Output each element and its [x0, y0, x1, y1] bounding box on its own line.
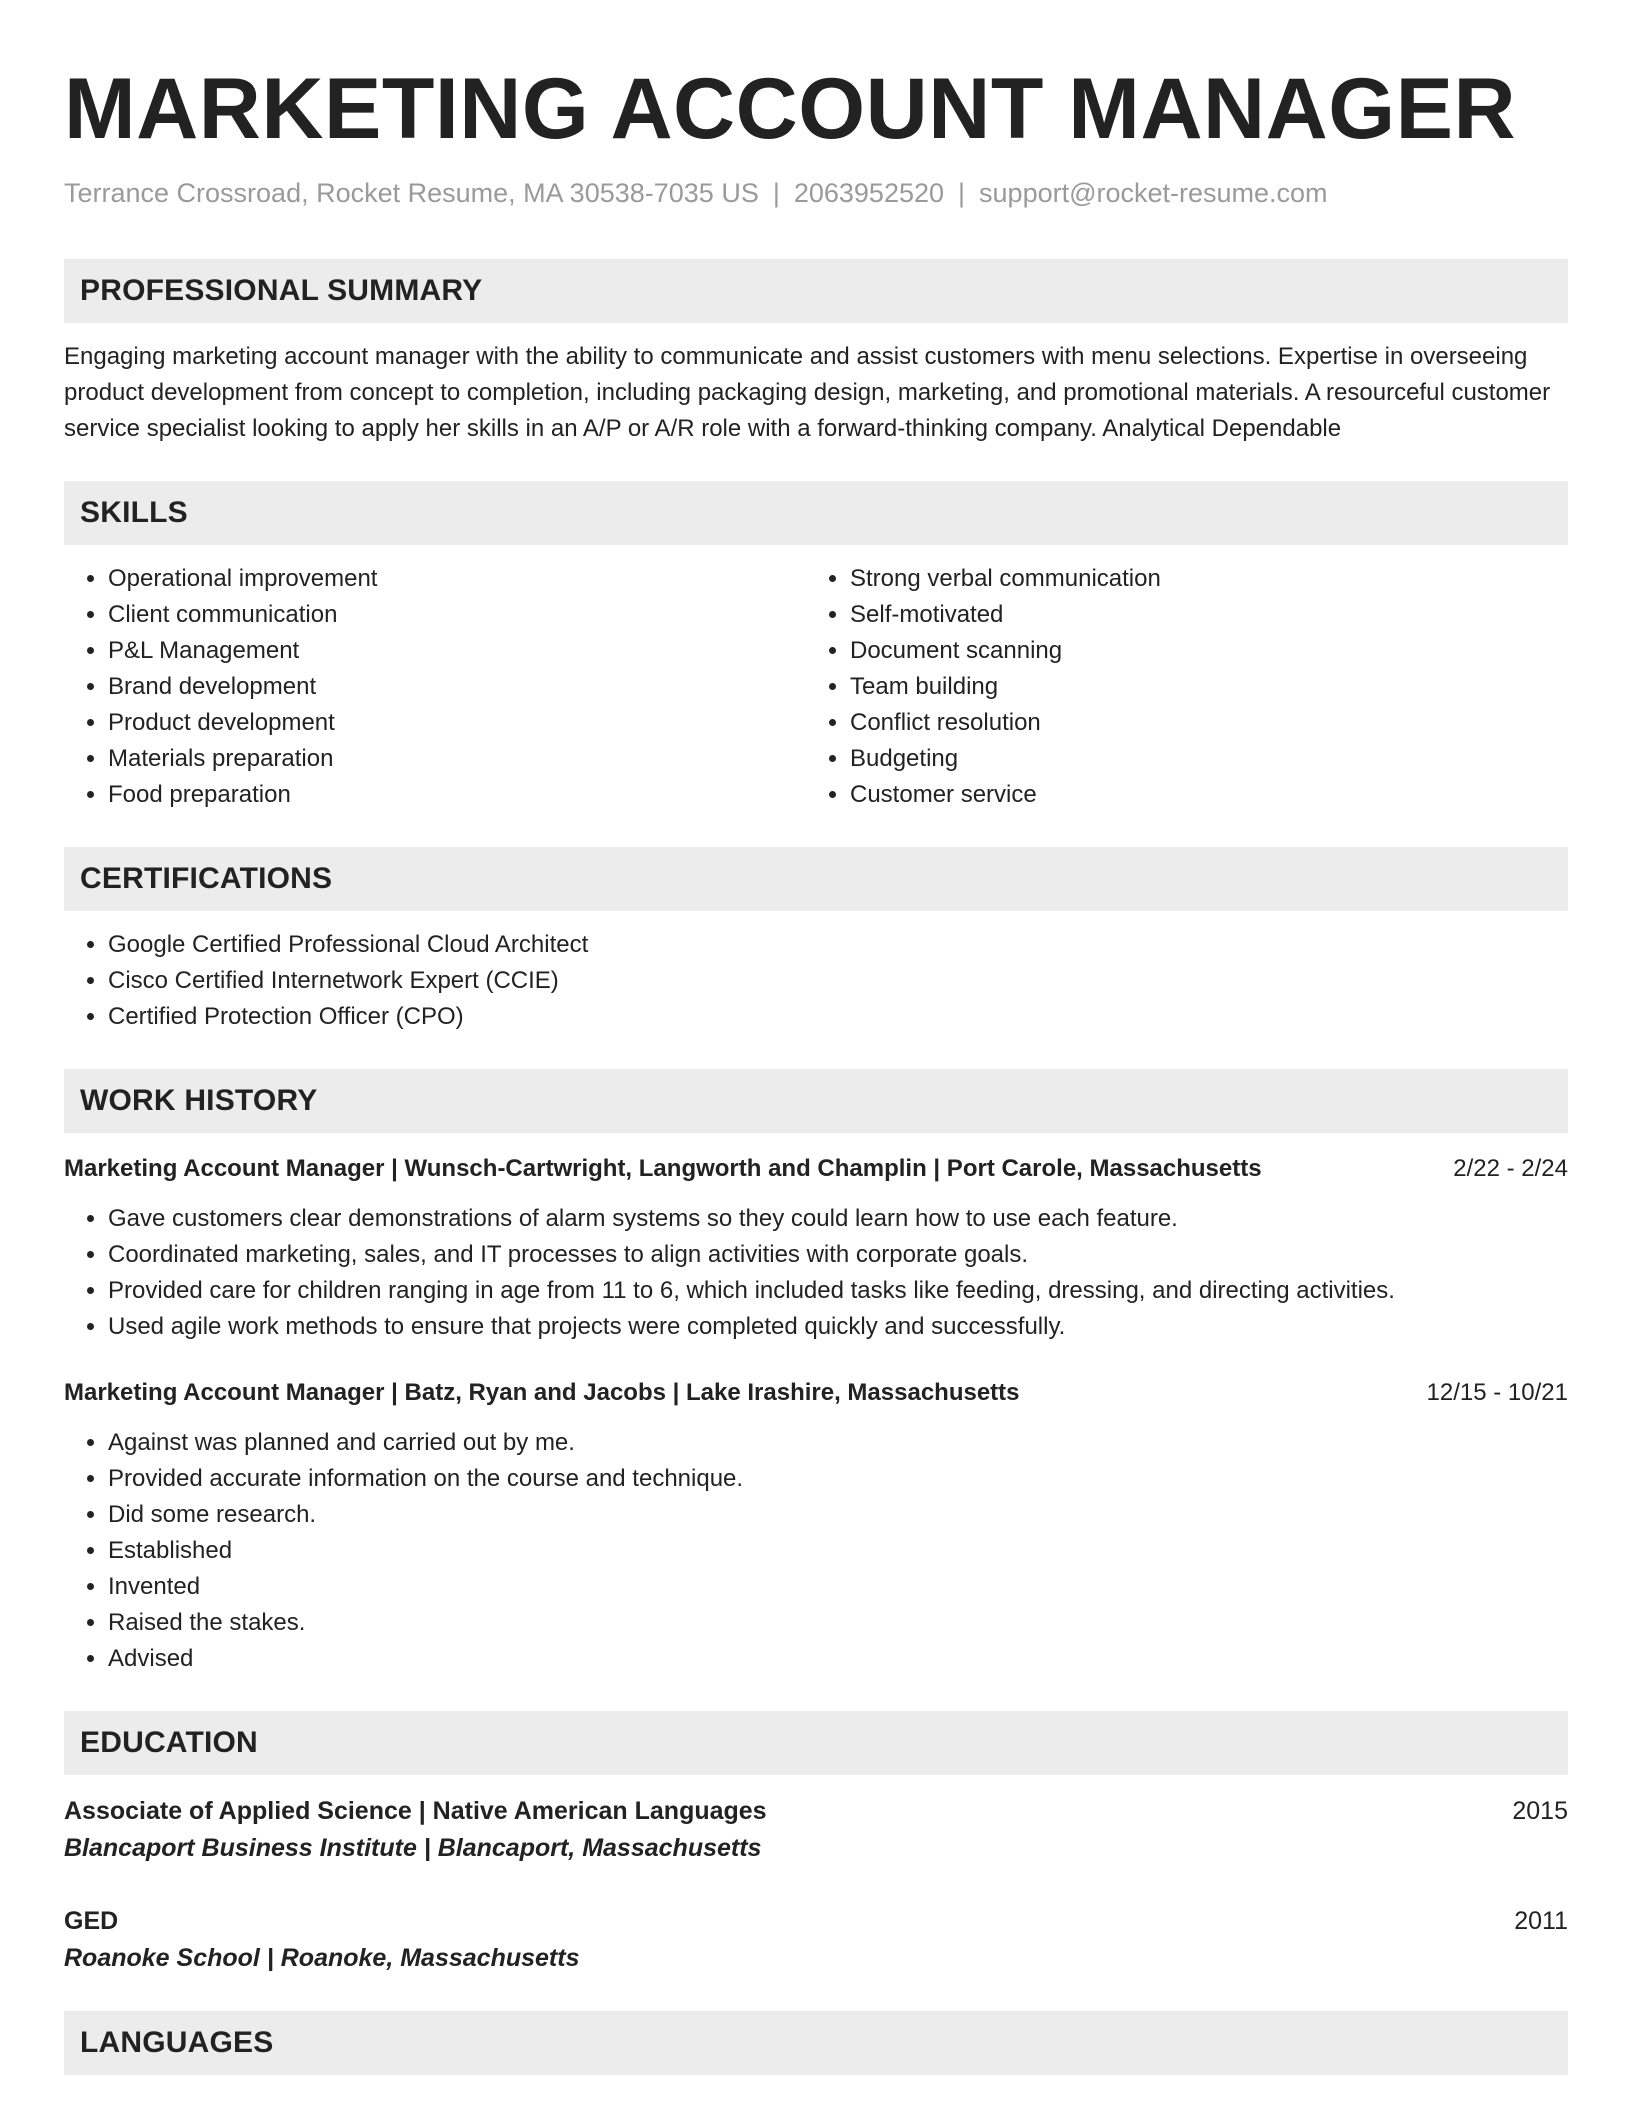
skill-item: • Product development — [108, 705, 806, 741]
education-entry — [64, 1903, 1568, 1977]
education-year: 2011 — [1514, 1907, 1568, 1935]
summary-text: Engaging marketing account manager with the ability to communicate and assist customers with menu selections. Expertise in overseeing product development from concept to completion, including packaging design, marketing, and promotional materials. A resourceful customer service specialist looking to apply her skills in an A/P or A/R role with a forward-thinking company. Analytical Dependable — [64, 343, 1551, 442]
education-entry — [64, 1793, 1568, 1867]
contact-phone: 2063952520 — [793, 178, 945, 208]
skill-item: • P&L Management — [108, 633, 806, 669]
job-dates: 2/22 - 2/24 — [1453, 1155, 1568, 1182]
job-bullet: • Provided accurate information on the course and technique. — [108, 1461, 1568, 1497]
skill-item: • Conflict resolution — [850, 705, 1548, 741]
education-year: 2015 — [1512, 1797, 1568, 1825]
skills-list — [64, 561, 1568, 813]
section-header-education: EDUCATION — [64, 1711, 1568, 1775]
job-bullet: • Raised the stakes. — [108, 1605, 1568, 1641]
education-list — [64, 1793, 1568, 1977]
skill-item: • Operational improvement — [108, 561, 806, 597]
job-bullet: • Coordinated marketing, sales, and IT processes to align activities with corporate goals. — [108, 1237, 1568, 1273]
contact-address: Terrance Crossroad, Rocket Resume, MA 30538-7035 US — [64, 178, 759, 208]
work-history-list — [64, 1151, 1568, 1677]
skill-item: • Client communication — [108, 597, 806, 633]
certification-item: • Certified Protection Officer (CPO) — [108, 999, 1568, 1035]
contact-separator: | — [772, 178, 780, 208]
skill-item: • Strong verbal communication — [850, 561, 1548, 597]
skills-column-left — [64, 561, 806, 813]
job-entry — [64, 1151, 1568, 1345]
job-header — [64, 1151, 1568, 1187]
job-bullet: • Advised — [108, 1641, 1568, 1677]
job-bullet: • Used agile work methods to ensure that projects were completed quickly and successfully. — [108, 1309, 1568, 1345]
contact-separator: | — [958, 178, 966, 208]
skill-item: • Self-motivated — [850, 597, 1548, 633]
job-bullet: • Gave customers clear demonstrations of alarm systems so they could learn how to use each feature. — [108, 1201, 1568, 1237]
section-header-summary: PROFESSIONAL SUMMARY — [64, 259, 1568, 323]
job-bullet: • Did some research. — [108, 1497, 1568, 1533]
job-entry — [64, 1375, 1568, 1677]
section-header-skills: SKILLS — [64, 481, 1568, 545]
job-bullets — [64, 1201, 1568, 1345]
job-bullet: • Established — [108, 1533, 1568, 1569]
skill-item: • Food preparation — [108, 777, 806, 813]
job-title: Marketing Account Manager | Wunsch-Cartwright, Langworth and Champlin | Port Carole, Massachusetts — [64, 1155, 1262, 1182]
education-school: Blancaport Business Institute | Blancaport, Massachusetts — [64, 1834, 762, 1862]
contact-line — [64, 178, 1568, 209]
education-degree: GED — [64, 1907, 119, 1935]
contact-email: support@rocket-resume.com — [979, 178, 1328, 208]
skill-item: • Brand development — [108, 669, 806, 705]
skill-item: • Materials preparation — [108, 741, 806, 777]
education-degree: Associate of Applied Science | Native American Languages — [64, 1797, 767, 1825]
education-header — [64, 1793, 1568, 1829]
certification-item: • Google Certified Professional Cloud Architect — [108, 927, 1568, 963]
section-header-certifications: CERTIFICATIONS — [64, 847, 1568, 911]
resume-name: MARKETING ACCOUNT MANAGER — [64, 61, 1517, 157]
section-header-work-history: WORK HISTORY — [64, 1069, 1568, 1133]
job-bullet: • Invented — [108, 1569, 1568, 1605]
certifications-list — [64, 927, 1568, 1035]
education-header — [64, 1903, 1568, 1939]
job-dates: 12/15 - 10/21 — [1426, 1379, 1568, 1406]
skill-item: • Budgeting — [850, 741, 1548, 777]
skill-item: • Document scanning — [850, 633, 1548, 669]
skill-item: • Team building — [850, 669, 1548, 705]
certification-item: • Cisco Certified Internetwork Expert (CCIE) — [108, 963, 1568, 999]
job-bullet: • Against was planned and carried out by me. — [108, 1425, 1568, 1461]
job-header — [64, 1375, 1568, 1411]
job-title: Marketing Account Manager | Batz, Ryan and Jacobs | Lake Irashire, Massachusetts — [64, 1379, 1020, 1406]
skill-item: • Customer service — [850, 777, 1548, 813]
job-bullets — [64, 1425, 1568, 1677]
job-bullet: • Provided care for children ranging in age from 11 to 6, which included tasks like feeding, dressing, and directing activities. — [108, 1273, 1568, 1309]
education-school: Roanoke School | Roanoke, Massachusetts — [64, 1944, 580, 1972]
skills-column-right — [806, 561, 1548, 813]
section-header-languages: LANGUAGES — [64, 2011, 1568, 2075]
